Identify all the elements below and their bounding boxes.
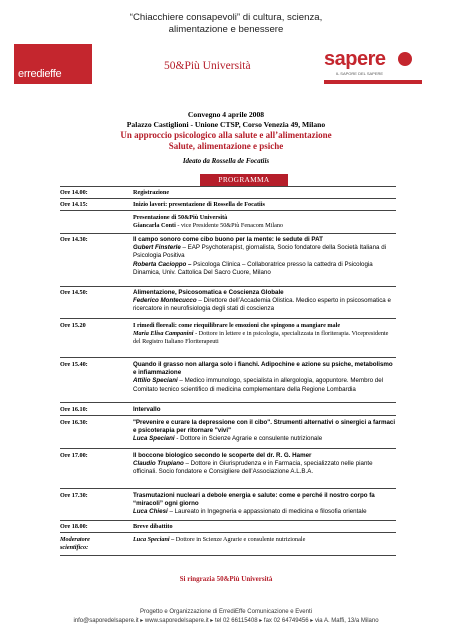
divider bbox=[60, 198, 396, 199]
speaker-bio: Dottore in Scienze Agrarie e consulente nutrizionale bbox=[174, 536, 306, 543]
thanks-note: Si ringrazia 50&Più Università bbox=[179, 575, 273, 583]
row-body bbox=[133, 361, 396, 394]
speaker-bio: - Dottore in Scienze Agrarie e consulente nutrizionale bbox=[174, 435, 323, 443]
row-time: Ore 14.50: bbox=[60, 289, 88, 296]
row-body bbox=[133, 322, 396, 347]
row-text: Inizio lavori: presentazione di Rossella de Focatiis bbox=[133, 201, 265, 208]
speaker-bio: – Medico immunologo, specialista in allergologia, agopuntore. Membro del Comitato tecnico scientifico di medicina complementare della Regione Lombardia bbox=[133, 377, 384, 393]
speaker-bio: – Laureato in Ingegneria e appassionato di medicina e filosofia orientale bbox=[167, 508, 367, 516]
row-body bbox=[133, 492, 396, 517]
row-time: Ore 17.30: bbox=[60, 492, 88, 499]
event-subtitle bbox=[0, 130, 452, 152]
event-date: Convegno 4 aprile 2008 bbox=[187, 110, 265, 119]
row-title: I rimedi floreali: come riequilibrare le emozioni che spingono a mangiare male bbox=[133, 322, 341, 329]
row-time bbox=[60, 536, 130, 552]
event-info bbox=[0, 110, 452, 130]
row-body bbox=[133, 536, 396, 544]
row-time: Ore 16.10: bbox=[60, 406, 88, 413]
cherry-icon bbox=[398, 52, 412, 66]
row-title: Alimentazione, Psicosomatica e Coscienza Globale bbox=[133, 289, 284, 296]
sapere-logo bbox=[324, 48, 422, 92]
speaker-name: Luca Chiesi bbox=[133, 508, 168, 516]
row-title: Quando il grasso non allarga solo i fianchi. Adipochine e azione su psiche, metabolismo e infiammazione bbox=[133, 361, 393, 377]
row-title: "Prevenire e curare la depressione con il cibo". Strumenti alternativi o sinergici a farmaci e psicoterapia per ritornare "vivi" bbox=[133, 419, 396, 435]
row-body bbox=[133, 289, 396, 314]
row-time: Ore 14.15: bbox=[60, 201, 88, 208]
speaker-name: Maria Elisa Campanini bbox=[133, 330, 194, 338]
speaker-bio: - vice Presidente 50&Più Fenacom Milano bbox=[175, 222, 284, 230]
speaker-bio: Psicologa Clinica – Collaboratrice presso la cattedra di Psicologia Dinamica, Univ. Cattolica Del Sacro Cuore, Milano bbox=[133, 260, 373, 276]
erredieffe-logo-text: erredieffe bbox=[18, 68, 62, 80]
speaker-name: Luca Speciani – bbox=[133, 536, 175, 543]
divider bbox=[60, 357, 396, 358]
row-time: Ore 17.00: bbox=[60, 452, 88, 459]
sapere-logo-text: sapere bbox=[324, 48, 386, 70]
row-time: Ore 18.00: bbox=[60, 523, 88, 530]
subtitle-line-1: Un approccio psicologico alla salute e all’alimentazione bbox=[120, 130, 332, 140]
sapere-logo-subtitle: IL SAPORE DEL SAPERE bbox=[336, 71, 384, 76]
event-venue: Palazzo Castiglioni - Unione CTSP, Corso Venezia 49, Milano bbox=[126, 120, 326, 129]
divider bbox=[60, 415, 396, 416]
speaker-name: Gubert Finsterle bbox=[133, 244, 181, 252]
speaker-bio: – Direttore dell’Accademia Olistica. Medico esperto in psicosomatica e ricercatore in neurofisiologia degli stati di coscienza bbox=[133, 297, 391, 313]
programma-badge: PROGRAMMA bbox=[200, 174, 288, 186]
divider bbox=[60, 488, 396, 489]
row-title: Trasmutazioni nucleari a debole energia e salute: come e perché il nostro corpo fa “miracoli” ogni giorno bbox=[133, 492, 375, 508]
erredieffe-logo bbox=[14, 44, 92, 84]
moderator-label-2: scientifico: bbox=[60, 544, 89, 552]
footer-organizer: Progetto e Organizzazione di ErrediEffe Comunicazione e Eventi bbox=[140, 609, 312, 615]
row-time: Ore 14.00: bbox=[60, 189, 88, 196]
row-text: Intervallo bbox=[133, 406, 161, 413]
divider bbox=[60, 233, 396, 234]
document-title bbox=[0, 12, 452, 36]
divider bbox=[60, 286, 396, 287]
divider bbox=[60, 532, 396, 533]
row-body bbox=[133, 452, 396, 477]
ideato-by: Ideato da Rossella de Focatiis bbox=[182, 157, 270, 165]
row-text: Registrazione bbox=[133, 189, 170, 196]
title-line-1: “Chiacchiere consapevoli” di cultura, scienza, bbox=[129, 12, 323, 23]
moderator-label-1: Moderatore bbox=[60, 536, 90, 543]
divider bbox=[60, 402, 396, 403]
row-time: Ore 14.30: bbox=[60, 236, 88, 243]
row-title: Presentazione di 50&Più Università bbox=[133, 214, 228, 221]
speaker-name: Giancarla Conti bbox=[133, 222, 176, 230]
row-time: Ore 15.20 bbox=[60, 322, 86, 329]
speaker-bio: - Dottore in lettere e in psicologia, specializzata in floriterapia. Vicepresidente del Registro Italiano Floriterapeuti bbox=[133, 330, 389, 346]
row-body bbox=[133, 419, 396, 444]
row-text: Breve dibattito bbox=[133, 523, 173, 530]
speaker-name: Roberta Cacioppo – bbox=[133, 260, 192, 268]
row-time: Ore 16.30: bbox=[60, 419, 88, 426]
divider bbox=[60, 318, 396, 319]
50piu-universita-logo: 50&Più Università bbox=[164, 60, 251, 72]
divider bbox=[60, 520, 396, 521]
divider bbox=[60, 555, 396, 556]
divider bbox=[60, 186, 396, 187]
speaker-name: Luca Speciani bbox=[133, 435, 175, 443]
speaker-name: Federico Montecucco bbox=[133, 297, 197, 305]
row-time: Ore 15.40: bbox=[60, 361, 88, 368]
row-title: Il boccone biologico secondo le scoperte del dr. R. G. Hamer bbox=[133, 452, 312, 459]
divider bbox=[60, 448, 396, 449]
row-body bbox=[133, 214, 396, 230]
speaker-bio: – EAP Psychoterapist, giornalista, Socio fondatore della Società Italiana di Psicologia Positiva bbox=[133, 244, 387, 260]
sapere-logo-bar bbox=[324, 80, 422, 84]
speaker-name: Attilio Speciani bbox=[133, 377, 178, 385]
row-title: Il campo sonoro come cibo buono per la mente: le sedute di PAT bbox=[133, 236, 323, 243]
footer bbox=[0, 608, 452, 626]
subtitle-line-2: Salute, alimentazione e psiche bbox=[168, 141, 284, 151]
speaker-bio: – Dottore in Giurisprudenza e in Farmacia, specializzato nelle piante officinali. Socio fondatore e Consigliere dell’Associazione A.L.B.A. bbox=[133, 460, 373, 476]
row-body bbox=[133, 236, 396, 277]
title-line-2: alimentazione e benessere bbox=[168, 24, 284, 35]
footer-contacts: info@saporedelsapere.it ▸ www.saporedelsapere.it ▸ tel 02 66115408 ▸ fax 02 64749456 ▸ via A. Maffi, 13/a Milano bbox=[73, 618, 379, 624]
divider bbox=[60, 210, 396, 211]
speaker-name: Claudio Trupiano bbox=[133, 460, 184, 468]
